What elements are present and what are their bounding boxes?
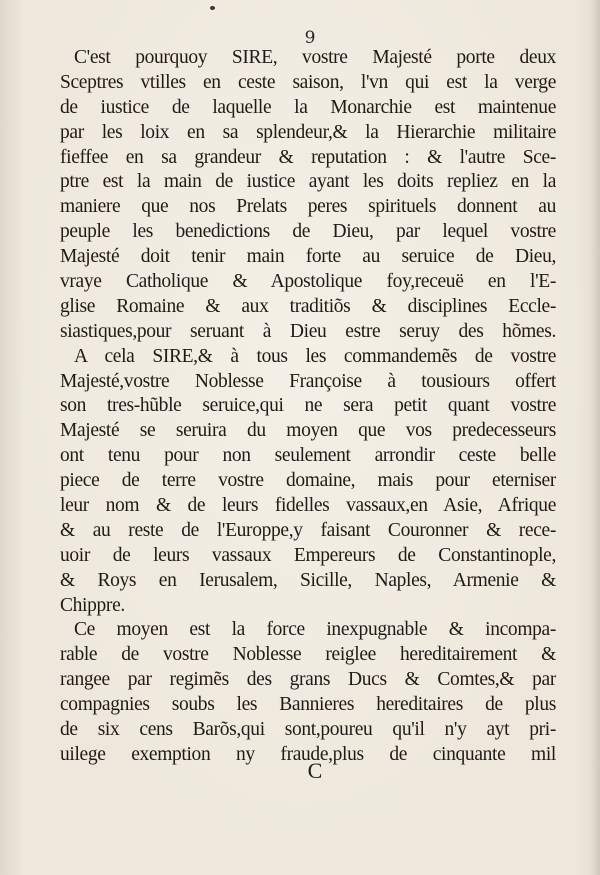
text-line: uilege exemption ny fraude,plus de cinquante mil xyxy=(60,743,556,765)
text-line: & au reste de l'Europpe,y faisant Couronner & rece- xyxy=(60,519,556,541)
body-text xyxy=(60,46,556,768)
text-line: & Roys en Ierusalem, Sicille, Naples, Armenie & xyxy=(60,569,556,591)
text-line: vraye Catholique & Apostolique foy,receuë en l'E- xyxy=(60,271,556,293)
text-line: C'est pourquoy SIRE, vostre Majesté porte deux xyxy=(74,47,556,68)
text-line: rable de vostre Noblesse reiglee hereditairement & xyxy=(60,644,556,666)
text-line: glise Romaine & aux traditiõs & disciplines Eccle- xyxy=(60,295,556,317)
text-line: fieffee en sa grandeur & reputation : & l'autre Sce- xyxy=(60,146,556,168)
text-line: compagnies soubs les Bannieres hereditaires de plus xyxy=(60,694,556,716)
text-line: Sceptres vtilles en ceste saison, l'vn qui est la verge xyxy=(60,71,556,93)
text-line: par les loix en sa splendeur,& la Hierarchie militaire xyxy=(60,121,556,143)
text-line: Majesté doit tenir main forte au seruice de Dieu, xyxy=(60,246,556,268)
page-edge-shadow xyxy=(590,0,600,875)
text-line: A cela SIRE,& à tous les commandemẽs de vostre xyxy=(74,345,556,367)
text-line: Ce moyen est la force inexpugnable & incompa- xyxy=(74,619,556,641)
text-line: de six cens Barõs,qui sont,poureu qu'il n'y ayt pri- xyxy=(60,719,556,741)
text-line: piece de terre vostre domaine, mais pour eterniser xyxy=(60,470,556,492)
text-line: Majesté,vostre Noblesse Françoise à tousiours offert xyxy=(60,370,556,392)
text-line: ptre est la main de iustice ayant les doits repliez en la xyxy=(60,171,556,193)
text-line: son tres-hũble seruice,qui ne sera petit quant vostre xyxy=(60,395,556,417)
page-number: 9 xyxy=(304,28,316,48)
text-line: maniere que nos Prelats peres spirituels donnent au xyxy=(60,196,556,218)
text-line: ont tenu pour non seulement arrondir ceste belle xyxy=(60,445,556,467)
text-line: de iustice de laquelle la Monarchie est maintenue xyxy=(60,96,556,118)
text-line: rangee par regimẽs des grans Ducs & Comtes,& par xyxy=(60,669,556,691)
text-line: Chippre. xyxy=(60,594,125,616)
text-line: uoir de leurs vassaux Empereurs de Constantinople, xyxy=(60,544,556,566)
text-line: leur nom & de leurs fidelles vassaux,en Asie, Afrique xyxy=(60,495,556,517)
catchword: C xyxy=(307,758,323,783)
text-line: Majesté se seruira du moyen que vos predecesseurs xyxy=(60,420,556,442)
ink-speck xyxy=(210,6,215,10)
text-line: peuple les benedictions de Dieu, par lequel vostre xyxy=(60,221,556,243)
text-line: siastiques,pour seruant à Dieu estre seruy des hõmes. xyxy=(60,320,556,342)
